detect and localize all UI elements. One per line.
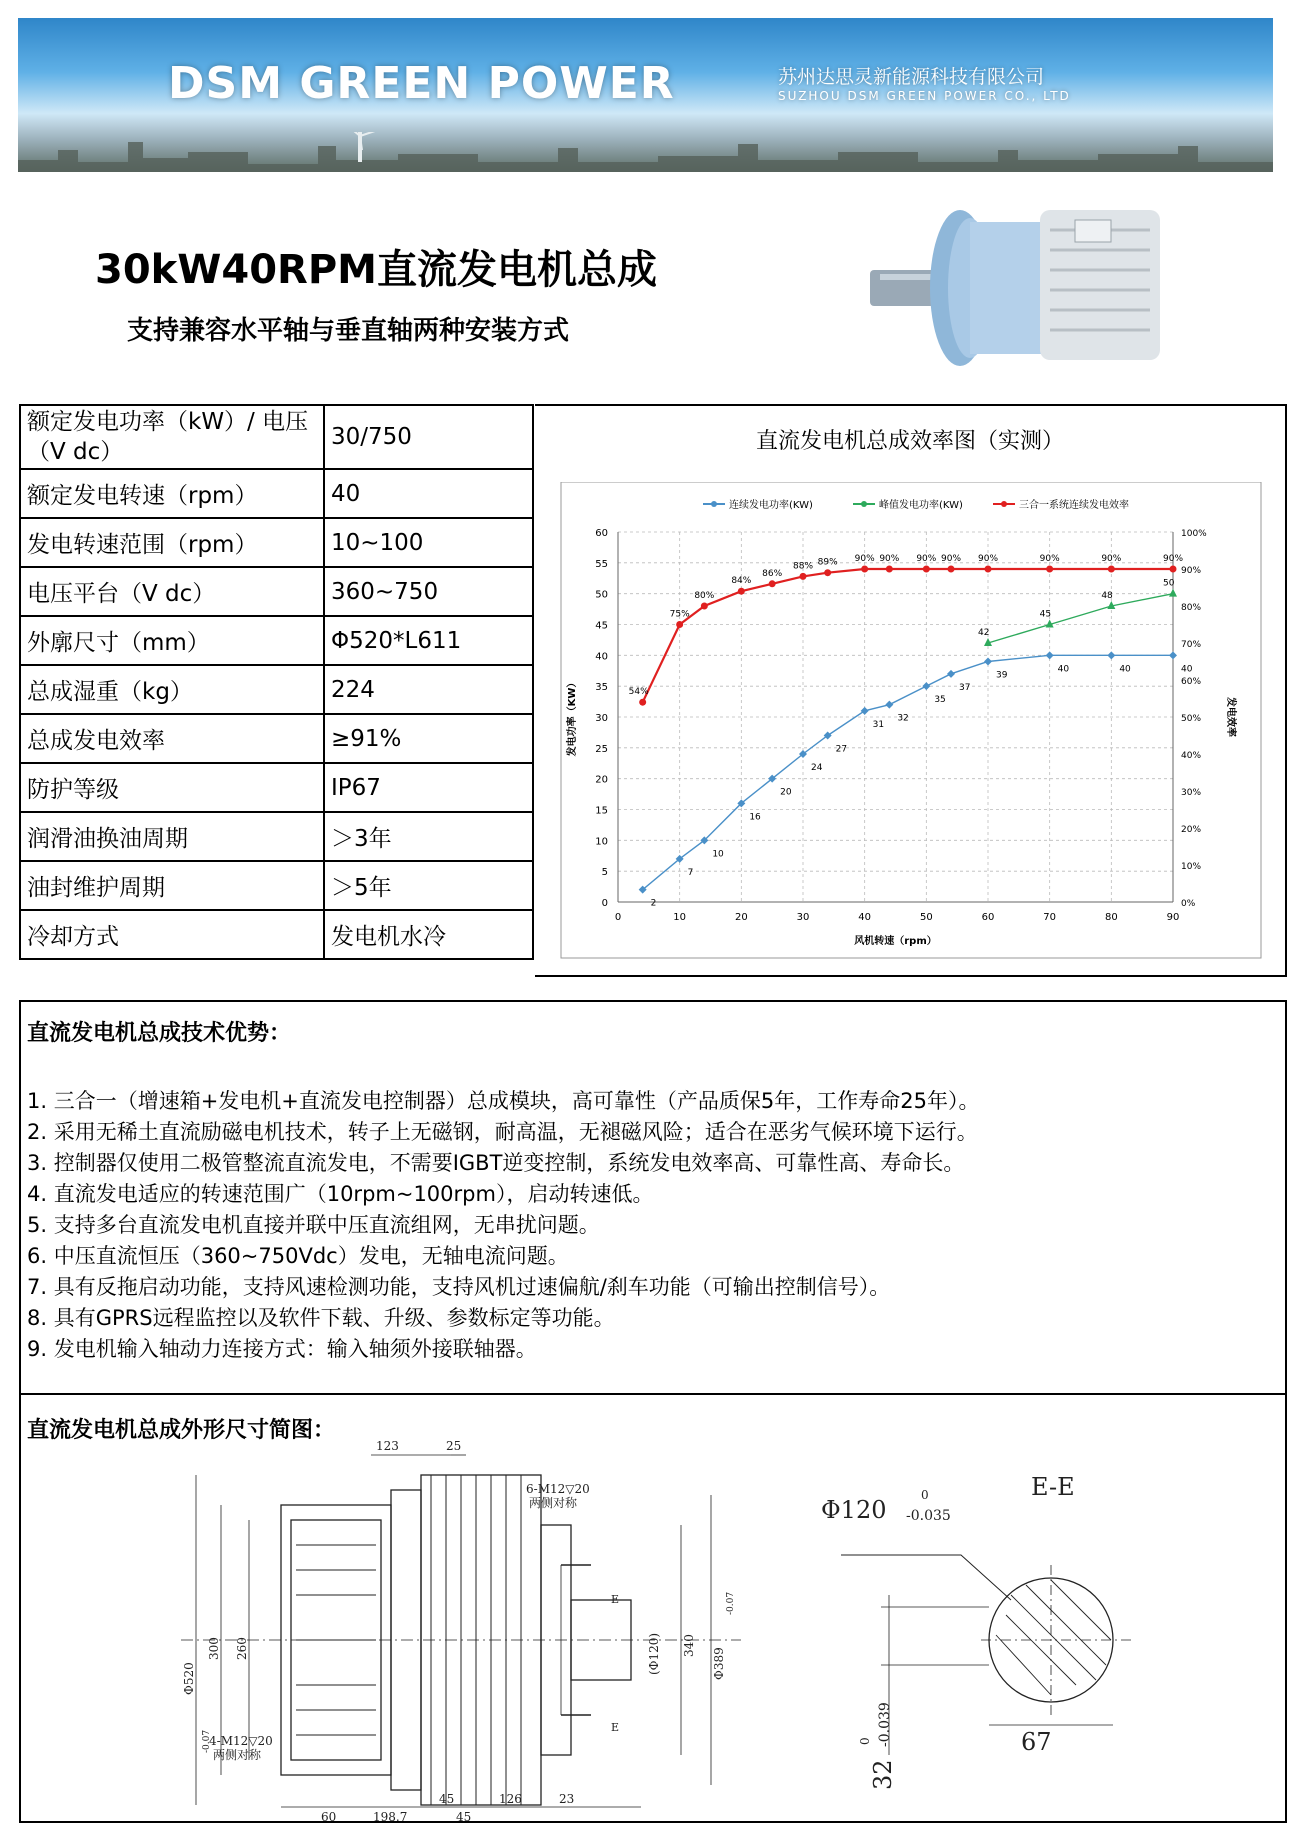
advantages-heading: 直流发电机总成技术优势：	[27, 1021, 292, 1046]
y-tick-label: 35	[595, 682, 608, 694]
data-point	[1169, 589, 1177, 597]
x-tick-label: 80	[1104, 912, 1118, 923]
data-label: 90%	[941, 554, 962, 564]
shaft-diameter: Φ120	[821, 1496, 887, 1524]
spec-value: 发电机水冷	[324, 910, 533, 959]
data-point	[824, 569, 831, 576]
y-tick-label: 55	[595, 558, 608, 570]
bolt-note-top: 6-M12▽20	[526, 1482, 590, 1496]
data-label: 27	[835, 744, 848, 755]
data-label: 54%	[628, 687, 649, 698]
data-label: 32	[897, 713, 909, 724]
dim-tol-small-2: -0.07	[202, 1729, 212, 1753]
data-label: 90%	[1101, 554, 1122, 564]
spec-row	[20, 469, 533, 518]
data-label: 48	[1101, 591, 1113, 601]
spec-key: 冷却方式	[20, 910, 324, 959]
chart-frame	[561, 482, 1261, 958]
y2-tick-label: 90%	[1181, 566, 1202, 576]
data-label: 10	[712, 849, 724, 860]
dimension-section	[19, 1395, 1287, 1823]
y-tick-label: 15	[595, 805, 608, 817]
spec-value: 360~750	[324, 567, 533, 616]
x-tick-label: 50	[919, 912, 933, 923]
dimension-drawing	[21, 1395, 1287, 1823]
list-item: 1. 三合一（增速箱+发电机+直流发电控制器）总成模块，高可靠性（产品质保5年，工作寿命25年）。	[27, 1089, 980, 1113]
legend-entry: 三合一系统连续发电效率	[1019, 500, 1129, 511]
data-label: 90%	[1163, 554, 1184, 564]
dim-32-tol: -0.039	[877, 1702, 893, 1747]
y2-tick-label: 50%	[1181, 714, 1202, 724]
list-item: 4. 直流发电适应的转速范围广（10rpm~100rpm），启动转速低。	[27, 1182, 654, 1206]
y2-tick-label: 20%	[1181, 825, 1202, 835]
data-label: 40	[1057, 664, 1070, 675]
data-point	[861, 566, 868, 573]
dim-520: Φ520	[182, 1662, 196, 1695]
data-label: 20	[780, 787, 792, 798]
series-line	[643, 569, 1173, 702]
y-axis-label: 发电功率（KW）	[567, 677, 578, 757]
dim-120: (Φ120)	[647, 1632, 661, 1675]
dim-260: 260	[235, 1637, 249, 1660]
data-point	[1170, 566, 1177, 573]
page-subtitle: 支持兼容水平轴与垂直轴两种安装方式	[127, 316, 570, 346]
legend-marker	[1001, 501, 1007, 507]
data-point	[1169, 651, 1177, 659]
bolt-note-bottom: 4-M12▽20	[209, 1734, 273, 1748]
data-label: 24	[811, 763, 823, 773]
data-label: 86%	[762, 568, 783, 579]
dim-340: 340	[682, 1634, 696, 1657]
x-tick-label: 0	[614, 912, 622, 923]
dim-67: 67	[1021, 1728, 1052, 1756]
data-point	[885, 701, 893, 709]
shaft-tol-zero: 0	[921, 1488, 929, 1502]
data-label: 89%	[817, 557, 838, 568]
y2-tick-label: 80%	[1181, 603, 1202, 613]
spec-row	[20, 405, 533, 469]
spec-key: 总成发电效率	[20, 714, 324, 763]
data-point	[947, 670, 955, 678]
data-point	[800, 573, 807, 580]
data-label: 90%	[1039, 554, 1060, 564]
data-point	[985, 566, 992, 573]
y2-axis-label: 发电效率	[1225, 697, 1236, 737]
legend-marker	[711, 501, 717, 507]
spec-row	[20, 812, 533, 861]
y-tick-label: 25	[595, 743, 608, 755]
section-mark-e-bottom: E	[611, 1721, 620, 1734]
spec-key: 防护等级	[20, 763, 324, 812]
section-mark-e-top: E	[611, 1593, 620, 1606]
list-item: 6. 中压直流恒压（360~750Vdc）发电，无轴电流问题。	[27, 1244, 569, 1268]
data-point	[1046, 651, 1054, 659]
generator-product-image	[870, 200, 1170, 385]
y2-tick-label: 10%	[1181, 862, 1202, 872]
data-label: 90%	[854, 554, 875, 564]
dim-60: 60	[321, 1810, 337, 1823]
data-label: 40	[1181, 664, 1193, 675]
y-tick-label: 5	[601, 867, 608, 879]
x-tick-label: 10	[673, 912, 687, 923]
y-tick-label: 60	[595, 528, 608, 539]
y2-tick-label: 100%	[1181, 529, 1207, 539]
data-point	[948, 566, 955, 573]
section-label: E-E	[1031, 1473, 1075, 1501]
dim-25: 25	[446, 1439, 462, 1453]
y-tick-label: 10	[595, 836, 608, 848]
list-item: 8. 具有GPRS远程监控以及软件下载、升级、参数标定等功能。	[27, 1306, 615, 1330]
spec-value: IP67	[324, 763, 533, 812]
data-label: 84%	[731, 576, 752, 587]
dim-198: 198.7	[373, 1810, 408, 1823]
spec-value: 224	[324, 665, 533, 714]
spec-key: 发电转速范围（rpm）	[20, 518, 324, 567]
dim-126: 126	[499, 1792, 522, 1806]
data-label: 16	[749, 812, 761, 823]
list-item: 3. 控制器仅使用二极管整流直流发电，不需要IGBT逆变控制，系统发电效率高、可靠性高、寿命长。	[27, 1151, 965, 1175]
legend-entry: 连续发电功率(KW)	[729, 500, 813, 511]
data-label: 50	[1163, 578, 1175, 589]
data-point	[984, 658, 992, 666]
bolt-note-bottom-2: 两侧对称	[213, 1748, 262, 1762]
spec-value: ＞5年	[324, 861, 533, 910]
dim-23: 23	[559, 1792, 575, 1806]
spec-table	[19, 404, 534, 960]
list-item: 9. 发电机输入轴动力连接方式：输入轴须外接联轴器。	[27, 1337, 537, 1361]
data-label: 40	[1119, 664, 1131, 675]
data-label: 35	[934, 695, 946, 706]
legend-marker	[861, 501, 867, 507]
y-tick-label: 20	[595, 774, 608, 786]
spec-row	[20, 861, 533, 910]
spec-row	[20, 616, 533, 665]
company-name-en: SUZHOU DSM GREEN POWER CO., LTD	[778, 89, 1071, 103]
spec-key: 总成湿重（kg）	[20, 665, 324, 714]
dim-32-zero: 0	[858, 1737, 872, 1745]
list-item: 2. 采用无稀土直流励磁电机技术，转子上无磁钢，耐高温，无褪磁风险；适合在恶劣气候环境下运行。	[27, 1120, 978, 1144]
data-label: 31	[872, 719, 885, 730]
data-label: 90%	[879, 554, 900, 564]
y-tick-label: 0	[601, 898, 608, 909]
spec-value: Φ520*L611	[324, 616, 533, 665]
data-point	[886, 566, 893, 573]
spec-row	[20, 910, 533, 959]
data-label: 39	[996, 670, 1008, 681]
data-point	[1107, 651, 1115, 659]
legend-entry: 峰值发电功率(KW)	[879, 500, 963, 511]
spec-value: ＞3年	[324, 812, 533, 861]
bolt-note-top-2: 两侧对称	[529, 1496, 578, 1510]
y-tick-label: 45	[595, 620, 608, 632]
data-point	[769, 580, 776, 587]
data-point	[1046, 566, 1053, 573]
data-label: 90%	[978, 554, 999, 564]
company-name-cn: 苏州达思灵新能源科技有限公司	[778, 66, 1045, 88]
x-axis-label: 风机转速（rpm）	[854, 936, 937, 947]
spec-value: 30/750	[324, 405, 533, 469]
spec-row	[20, 518, 533, 567]
x-tick-label: 30	[796, 912, 810, 923]
dim-32: 32	[869, 1759, 897, 1790]
spec-key: 外廓尺寸（mm）	[20, 616, 324, 665]
chart-title: 直流发电机总成效率图（实测）	[755, 429, 1064, 454]
dim-123: 123	[376, 1439, 399, 1453]
list-item: 7. 具有反拖启动功能，支持风速检测功能，支持风机过速偏航/刹车功能（可输出控制信号）。	[27, 1275, 891, 1299]
spec-key: 额定发电转速（rpm）	[20, 469, 324, 518]
advantages-section	[19, 1000, 1287, 1395]
x-tick-label: 60	[981, 912, 995, 923]
shaft-tol: -0.035	[906, 1508, 951, 1524]
spec-row	[20, 567, 533, 616]
data-point	[861, 707, 869, 715]
data-label: 80%	[694, 591, 715, 601]
data-point	[922, 682, 930, 690]
data-label: 37	[959, 682, 971, 693]
y2-tick-label: 40%	[1181, 751, 1202, 761]
data-label: 45	[1039, 609, 1052, 620]
spec-key: 油封维护周期	[20, 861, 324, 910]
data-label: 90%	[916, 554, 937, 564]
y2-tick-label: 60%	[1181, 677, 1202, 687]
skyline-icon	[18, 132, 1273, 172]
data-point	[676, 621, 683, 628]
spec-value: ≥91%	[324, 714, 533, 763]
efficiency-chart	[553, 482, 1268, 960]
x-tick-label: 40	[858, 912, 872, 923]
spec-value: 10~100	[324, 518, 533, 567]
spec-row	[20, 714, 533, 763]
data-label: 2	[650, 898, 657, 909]
dim-tol-small: -0.07	[726, 1591, 736, 1615]
y-tick-label: 30	[595, 713, 608, 724]
page-title: 30kW40RPM直流发电机总成	[95, 247, 657, 293]
spec-row	[20, 763, 533, 812]
data-point	[701, 603, 708, 610]
x-tick-label: 70	[1043, 912, 1057, 923]
dimension-heading: 直流发电机总成外形尺寸简图：	[27, 1418, 336, 1443]
y2-tick-label: 30%	[1181, 788, 1202, 798]
brand-logo: DSM GREEN POWER	[168, 58, 675, 109]
advantages-list	[27, 1086, 979, 1365]
spec-value: 40	[324, 469, 533, 518]
y-tick-label: 40	[595, 651, 608, 663]
dim-389: Φ389	[712, 1647, 726, 1680]
y2-tick-label: 0%	[1181, 899, 1196, 909]
list-item: 5. 支持多台直流发电机直接并联中压直流组网，无串扰问题。	[27, 1213, 600, 1237]
data-label: 75%	[669, 609, 690, 620]
data-point	[1108, 566, 1115, 573]
data-label: 42	[978, 628, 990, 638]
spec-key: 润滑油换油周期	[20, 812, 324, 861]
spec-key: 电压平台（V dc）	[20, 567, 324, 616]
data-point	[738, 588, 745, 595]
spec-key: 额定发电功率（kW）/ 电压（V dc）	[20, 405, 324, 469]
y-tick-label: 50	[595, 589, 608, 601]
efficiency-chart-panel	[535, 404, 1287, 977]
header-banner	[18, 18, 1273, 172]
data-point	[923, 566, 930, 573]
series-line	[988, 594, 1173, 643]
dim-45b: 45	[456, 1810, 472, 1823]
x-tick-label: 20	[734, 912, 748, 923]
data-label: 88%	[793, 561, 814, 572]
y2-tick-label: 70%	[1181, 640, 1202, 650]
spec-row	[20, 665, 533, 714]
data-label: 7	[687, 867, 694, 878]
data-point	[639, 699, 646, 706]
dim-45a: 45	[439, 1792, 455, 1806]
x-tick-label: 90	[1166, 912, 1180, 923]
dim-300: 300	[207, 1637, 221, 1660]
